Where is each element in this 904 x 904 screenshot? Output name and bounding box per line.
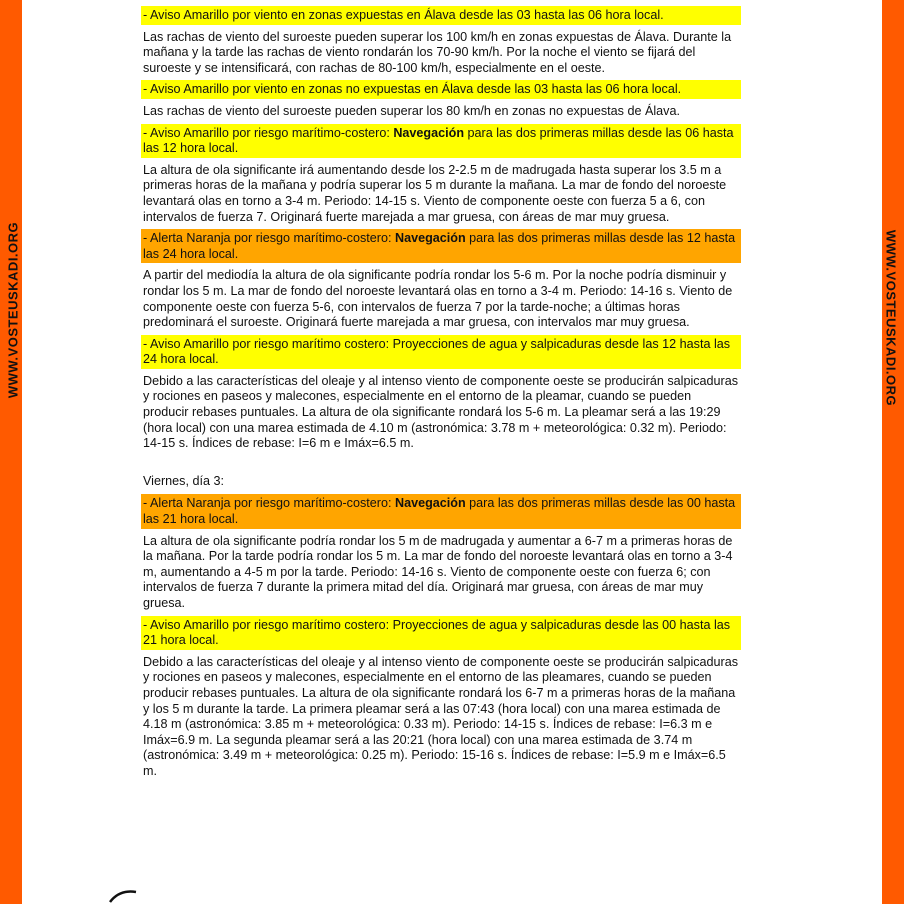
warnings-document <box>141 6 741 784</box>
alert-heading-maritime-navigation: - Alerta Naranja por riesgo marítimo-costero: Navegación para las dos primeras millas desde las 12 hasta las 24 hora local. <box>141 229 741 263</box>
warning-heading-maritime-navigation: - Aviso Amarillo por riesgo marítimo-costero: Navegación para las dos primeras millas desde las 06 hasta las 12 hora local. <box>141 124 741 158</box>
warning-description: Debido a las características del oleaje y al intenso viento de componente oeste se producirán salpicaduras y rociones en paseos y malecones, especialmente en el entorno de las pleamares, cuando se pueden producir rebases puntuales. La altura de ola significante rondará los 6-7 m a primeras horas de la mañana y los 5 m durante la tarde. La primera pleamar será a las 07:43 (hora local) con una marea estimada de 4.18 m (astronómica: 3.85 m + meteorológica: 0.33 m). Periodo: 14-15 s. Índices de rebase: I=6.3 m e Imáx=6.9 m. La segunda pleamar será a las 20:21 (hora local) con una marea estimada de 3.74 m (astronómica: 3.49 m + meteorológica: 0.25 m). Periodo: 15-16 s. Índices de rebase: I=5.9 m e Imáx=6.5 m. <box>143 654 739 778</box>
left-website-watermark: WWW.VOSTEUSKADI.ORG <box>5 221 21 399</box>
warning-heading-water-projections-friday: - Aviso Amarillo por riesgo marítimo costero: Proyecciones de agua y salpicaduras desde las 00 hasta las 21 hora local. <box>141 616 741 650</box>
warning-description: La altura de ola significante irá aumentando desde los 2-2.5 m de madrugada hasta superar los 3.5 m a primeras horas de la mañana y podría superar los 5 m durante la mañana. La mar de fondo del noroeste levantará olas en torno a 3-4 m. Periodo: 14-15 s. Viento de componente oeste con fuerza 5 a 6, con intervalos de fuerza 7. Originará fuerte marejada a mar gruesa, con áreas de mar muy gruesa. <box>143 162 727 224</box>
left-orange-band <box>0 0 22 904</box>
alert-heading-maritime-navigation-friday: - Alerta Naranja por riesgo marítimo-costero: Navegación para las dos primeras millas desde las 00 hasta las 21 hora local. <box>141 494 741 528</box>
warning-description: Las rachas de viento del suroeste pueden superar los 100 km/h en zonas expuestas de Álava. Durante la mañana y la tarde las rachas de viento rondarán los 70-90 km/h. Por la noche el viento se fijará del suroeste y se intensificará, con rachas de 80-100 km/h, especialmente en el oeste. <box>143 29 732 75</box>
warning-heading-wind-nonexposed-alava: - Aviso Amarillo por viento en zonas no expuestas en Álava desde las 03 hasta las 06 hora local. <box>141 80 741 99</box>
warning-heading-water-projections: - Aviso Amarillo por riesgo marítimo costero: Proyecciones de agua y salpicaduras desde las 12 hasta las 24 hora local. <box>141 335 741 369</box>
warning-heading-wind-exposed-alava: - Aviso Amarillo por viento en zonas expuestas en Álava desde las 03 hasta las 06 hora local. <box>141 6 741 25</box>
warning-description: Debido a las características del oleaje y al intenso viento de componente oeste se producirán salpicaduras y rociones en paseos y malecones, especialmente en el entorno de la pleamar, cuando se pueden producir rebases puntuales. La altura de ola significante rondará los 5-6 m. La pleamar será a las 19:29 (hora local) con una marea estimada de 4.10 m (astronómica: 3.78 m + meteorológica: 0.32 m). Periodo: 14-15 s. Índices de rebase: I=6 m e Imáx=6.5 m. <box>143 373 739 451</box>
right-orange-band <box>882 0 904 904</box>
day-heading: Viernes, día 3: <box>143 473 224 488</box>
right-website-watermark: WWW.VOSTEUSKADI.ORG <box>883 229 899 407</box>
warning-description: Las rachas de viento del suroeste pueden superar los 80 km/h en zonas no expuestas de Álava. <box>143 103 680 118</box>
decorative-swoosh <box>108 886 138 904</box>
warning-description: A partir del mediodía la altura de ola significante podría rondar los 5-6 m. Por la noche podría disminuir y rondar los 5 m. La mar de fondo del noroeste levantará olas en torno a 3-4 m. Periodo: 14-16 s. Viento de componente oeste con fuerza 5-6, con intervalos de fuerza 7 por la tarde-noche; a últimas horas predominará el suroeste. Originará fuerte marejada a mar gruesa, con intervalos mar muy gruesa. <box>143 268 733 330</box>
warning-description: La altura de ola significante podría rondar los 5 m de madrugada y aumentar a 6-7 m a primeras horas de la mañana. Por la tarde podría rondar los 5 m. La mar de fondo del noroeste levantará olas en torno a 3-4 m, aumentando a 4-5 m por la tarde. Periodo: 14-16 s. Viento de componente oeste con fuerza 6; con intervalos de fuerza 7 durante la primera mitad del día. Originará mar gruesa, con áreas de mar muy gruesa. <box>143 533 733 610</box>
